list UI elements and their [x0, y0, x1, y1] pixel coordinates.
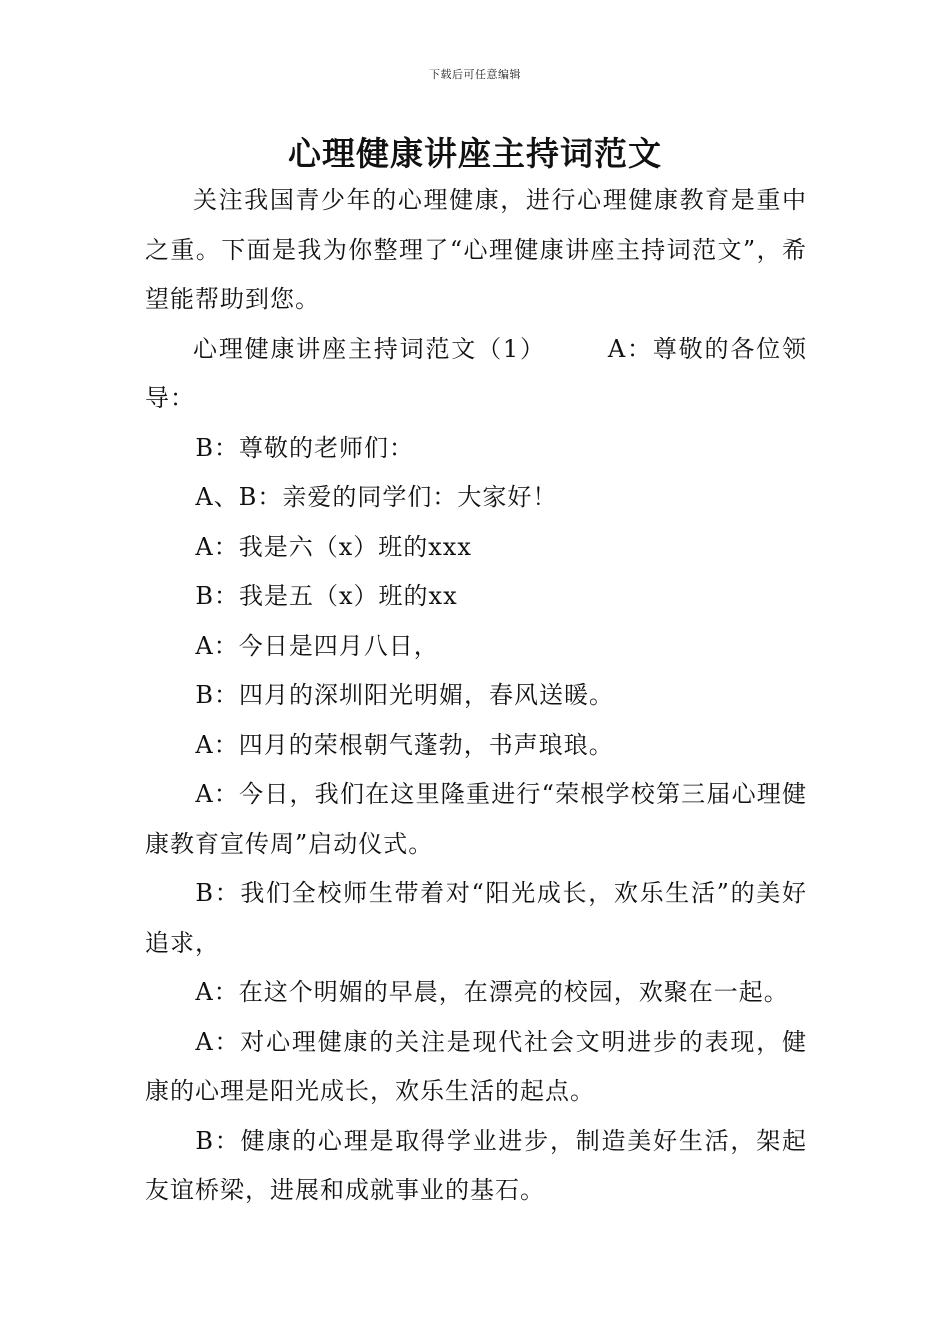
dialog-line-2: A、B：亲爱的同学们：大家好！: [195, 483, 558, 511]
dialog-line-12: B：健康的心理是取得学业进步，制造美好生活，架起友谊桥梁，进展和成就事业的基石。: [145, 1126, 807, 1204]
dialog-line-11: A：对心理健康的关注是现代社会文明进步的表现，健康的心理是阳光成长，欢乐生活的起点。: [145, 1027, 807, 1105]
intro-paragraph: 关注我国青少年的心理健康，进行心理健康教育是重中之重。下面是我为你整理了“心理健康讲座主持词范文”，希望能帮助到您。: [145, 186, 807, 313]
document-body: [145, 176, 807, 1216]
dialog-line-4: B：我是五（x）班的xx: [195, 582, 458, 610]
section-heading-paragraph: [145, 325, 807, 424]
document-title: 心理健康讲座主持词范文: [288, 134, 662, 173]
dialog-line-9: B：我们全校师生带着对“阳光成长，欢乐生活”的美好追求，: [145, 879, 807, 957]
header-note: 下载后可任意编辑: [429, 68, 521, 81]
dialog-line-6: B：四月的深圳阳光明媚，春风送暖。: [195, 681, 615, 709]
dialog-line-5: A：今日是四月八日，: [195, 631, 439, 660]
section-first-line: A：尊敬的各位领导：: [145, 334, 807, 412]
dialog-line-3: A：我是六（x）班的xxx: [195, 532, 472, 561]
dialog-line-8: A：今日，我们在这里隆重进行“荣根学校第三届心理健康教育宣传周”启动仪式。: [145, 780, 807, 858]
dialog-line-1: B：尊敬的老师们：: [195, 433, 415, 462]
dialog-line-7: A：四月的荣根朝气蓬勃，书声琅琅。: [195, 730, 614, 759]
dialog-line-10: A：在这个明媚的早晨，在漂亮的校园，欢聚在一起。: [195, 978, 789, 1006]
section-heading-label: 心理健康讲座主持词范文（1）: [193, 334, 546, 363]
